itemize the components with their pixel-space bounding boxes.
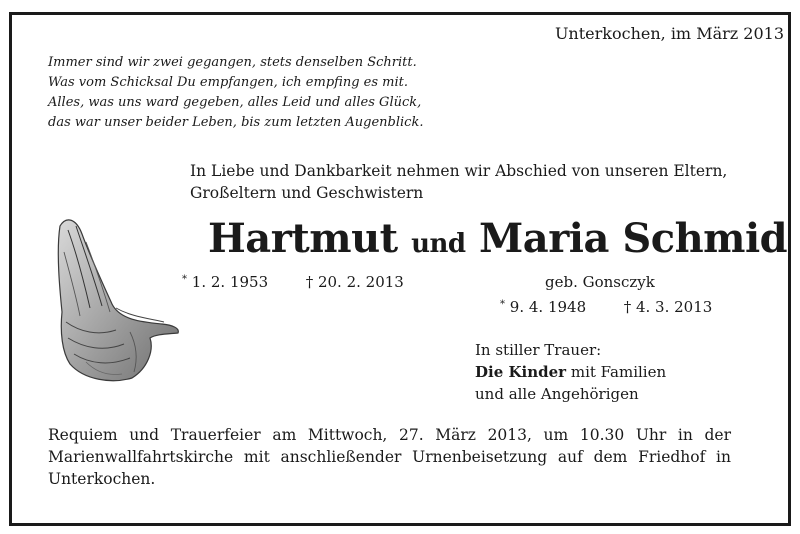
- mourning-heading: In stiller Trauer:: [475, 341, 602, 359]
- mourning-children-rest: mit Familien: [570, 363, 667, 381]
- poem-line: Was vom Schicksal Du empfangen, ich empfing es mit.: [48, 75, 408, 90]
- deceased-names: [208, 215, 787, 268]
- death-symbol: †: [623, 298, 632, 316]
- intro-text: [190, 160, 727, 204]
- death-symbol: †: [305, 273, 314, 291]
- praying-hands-icon: [46, 212, 181, 387]
- hartmut-dates: [182, 273, 404, 291]
- poem: [48, 53, 423, 133]
- service-line: Requiem und Trauerfeier am Mittwoch, 27. März 2013, um 10.30 Uhr in der: [48, 426, 731, 444]
- poem-line: das war unser beider Leben, bis zum letzten Augenblick.: [48, 115, 424, 130]
- poem-line: Alles, was uns ward gegeben, alles Leid und alles Glück,: [48, 95, 422, 110]
- service-line: Marienwallfahrtskirche mit anschließender Urnenbeisetzung auf dem Friedhof in: [48, 448, 731, 466]
- hartmut-birth-date: 1. 2. 1953: [191, 273, 269, 291]
- mourning-relatives: und alle Angehörigen: [475, 385, 639, 403]
- maria-birth-name: geb. Gonsczyk: [545, 273, 655, 291]
- mourners: [475, 339, 666, 405]
- first-name: Hartmut: [208, 215, 398, 262]
- intro-line: Großeltern und Geschwistern: [190, 184, 424, 202]
- maria-dates: [500, 298, 712, 316]
- name-conjunction: und: [411, 229, 466, 259]
- birth-symbol: *: [500, 299, 505, 310]
- mourning-children-line: [475, 361, 666, 383]
- maria-death-date: 4. 3. 2013: [635, 298, 713, 316]
- intro-line: In Liebe und Dankbarkeit nehmen wir Abschied von unseren Eltern,: [190, 162, 728, 180]
- maria-birth-date: 9. 4. 1948: [509, 298, 587, 316]
- service-line: Unterkochen.: [48, 470, 156, 488]
- place-date: Unterkochen, im März 2013: [554, 24, 784, 43]
- second-name: Maria Schmid: [479, 215, 788, 262]
- hartmut-death-date: 20. 2. 2013: [317, 273, 404, 291]
- mourning-children: Die Kinder: [475, 363, 567, 381]
- poem-line: Immer sind wir zwei gegangen, stets denselben Schritt.: [48, 55, 417, 70]
- birth-symbol: *: [182, 274, 187, 285]
- service-info: [48, 424, 731, 490]
